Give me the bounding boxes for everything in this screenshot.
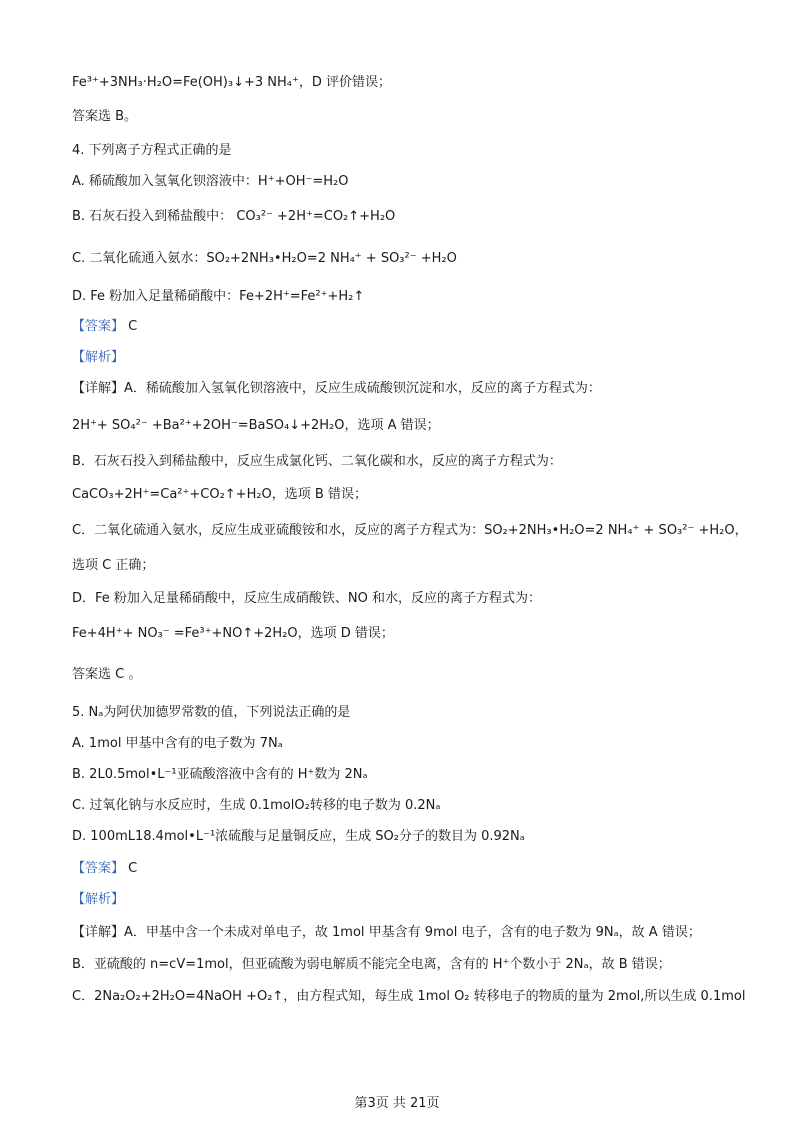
option-b: B. 石灰石投入到稀盐酸中： CO₃²⁻ +2H⁺=CO₂↑+H₂O	[72, 209, 396, 224]
text-line: C．二氧化硫通入氨水，反应生成亚硫酸铵和水，反应的离子方程式为：SO₂+2NH₃•H₂O=2 NH₄⁺ + SO₃²⁻ +H₂O，	[72, 523, 748, 538]
text-line: 答案选 C 。	[72, 667, 142, 682]
question-4-stem: 4. 下列离子方程式正确的是	[72, 143, 232, 158]
option-b: B. 2L0.5mol•L⁻¹亚硫酸溶液中含有的 H⁺数为 2Nₐ	[72, 767, 368, 782]
text-line: 2H⁺+ SO₄²⁻ +Ba²⁺+2OH⁻=BaSO₄↓+2H₂O，选项 A 错误；	[72, 418, 440, 433]
answer-tag: 【答案】	[72, 319, 125, 334]
option-d: D. Fe 粉加入足量稀硝酸中：Fe+2H⁺=Fe²⁺+H₂↑	[72, 289, 365, 304]
detail-text: A．稀硫酸加入氢氧化钡溶液中，反应生成硫酸钡沉淀和水，反应的离子方程式为：	[124, 381, 601, 396]
analysis-label: 【解析】	[72, 892, 125, 907]
text-line: CaCO₃+2H⁺=Ca²⁺+CO₂↑+H₂O，选项 B 错误；	[72, 487, 367, 502]
detail-text: A．甲基中含一个未成对单电子，故 1mol 甲基含有 9mol 电子，含有的电子数为 9Nₐ，故 A 错误；	[124, 925, 701, 940]
analysis-tag	[72, 349, 124, 367]
question-5-stem: 5. Nₐ为阿伏加德罗常数的值，下列说法正确的是	[72, 705, 351, 720]
detail-line	[72, 380, 601, 398]
option-a: A. 稀硫酸加入氢氧化钡溶液中：H⁺+OH⁻=H₂O	[72, 174, 349, 189]
detail-tag: 【详解】	[72, 925, 125, 940]
option-a: A. 1mol 甲基中含有的电子数为 7Nₐ	[72, 736, 283, 751]
answer-line	[72, 860, 137, 878]
answer-line	[72, 318, 137, 336]
option-d: D. 100mL18.4mol•L⁻¹浓硫酸与足量铜反应，生成 SO₂分子的数目为 0.92Nₐ	[72, 829, 525, 844]
answer-value: C	[128, 861, 138, 876]
detail-line	[72, 924, 701, 942]
page-footer: 第3页 共 21页	[354, 1096, 440, 1111]
answer-tag: 【答案】	[72, 861, 125, 876]
analysis-label: 【解析】	[72, 350, 125, 365]
text-line: B．亚硫酸的 n=cV=1mol，但亚硫酸为弱电解质不能完全电离，含有的 H⁺个数小于 2Nₐ，故 B 错误；	[72, 957, 671, 972]
text-line: Fe³⁺+3NH₃·H₂O=Fe(OH)₃↓+3 NH₄⁺，D 评价错误；	[72, 75, 391, 90]
text-line: D．Fe 粉加入足量稀硝酸中，反应生成硝酸铁、NO 和水，反应的离子方程式为：	[72, 591, 541, 606]
option-c: C. 二氧化硫通入氨水：SO₂+2NH₃•H₂O=2 NH₄⁺ + SO₃²⁻ +H₂O	[72, 251, 457, 266]
option-c: C. 过氧化钠与水反应时，生成 0.1molO₂转移的电子数为 0.2Nₐ	[72, 798, 441, 813]
text-line: Fe+4H⁺+ NO₃⁻ =Fe³⁺+NO↑+2H₂O，选项 D 错误；	[72, 626, 394, 641]
text-line: B．石灰石投入到稀盐酸中，反应生成氯化钙、二氧化碳和水，反应的离子方程式为：	[72, 454, 562, 469]
detail-tag: 【详解】	[72, 381, 125, 396]
text-line: 答案选 B。	[72, 109, 138, 124]
text-line: C．2Na₂O₂+2H₂O=4NaOH +O₂↑，由方程式知，每生成 1mol O₂ 转移电子的物质的量为 2mol,所以生成 0.1mol	[72, 989, 746, 1004]
text-line: 选项 C 正确；	[72, 558, 155, 573]
analysis-tag	[72, 891, 124, 909]
answer-value: C	[128, 319, 138, 334]
